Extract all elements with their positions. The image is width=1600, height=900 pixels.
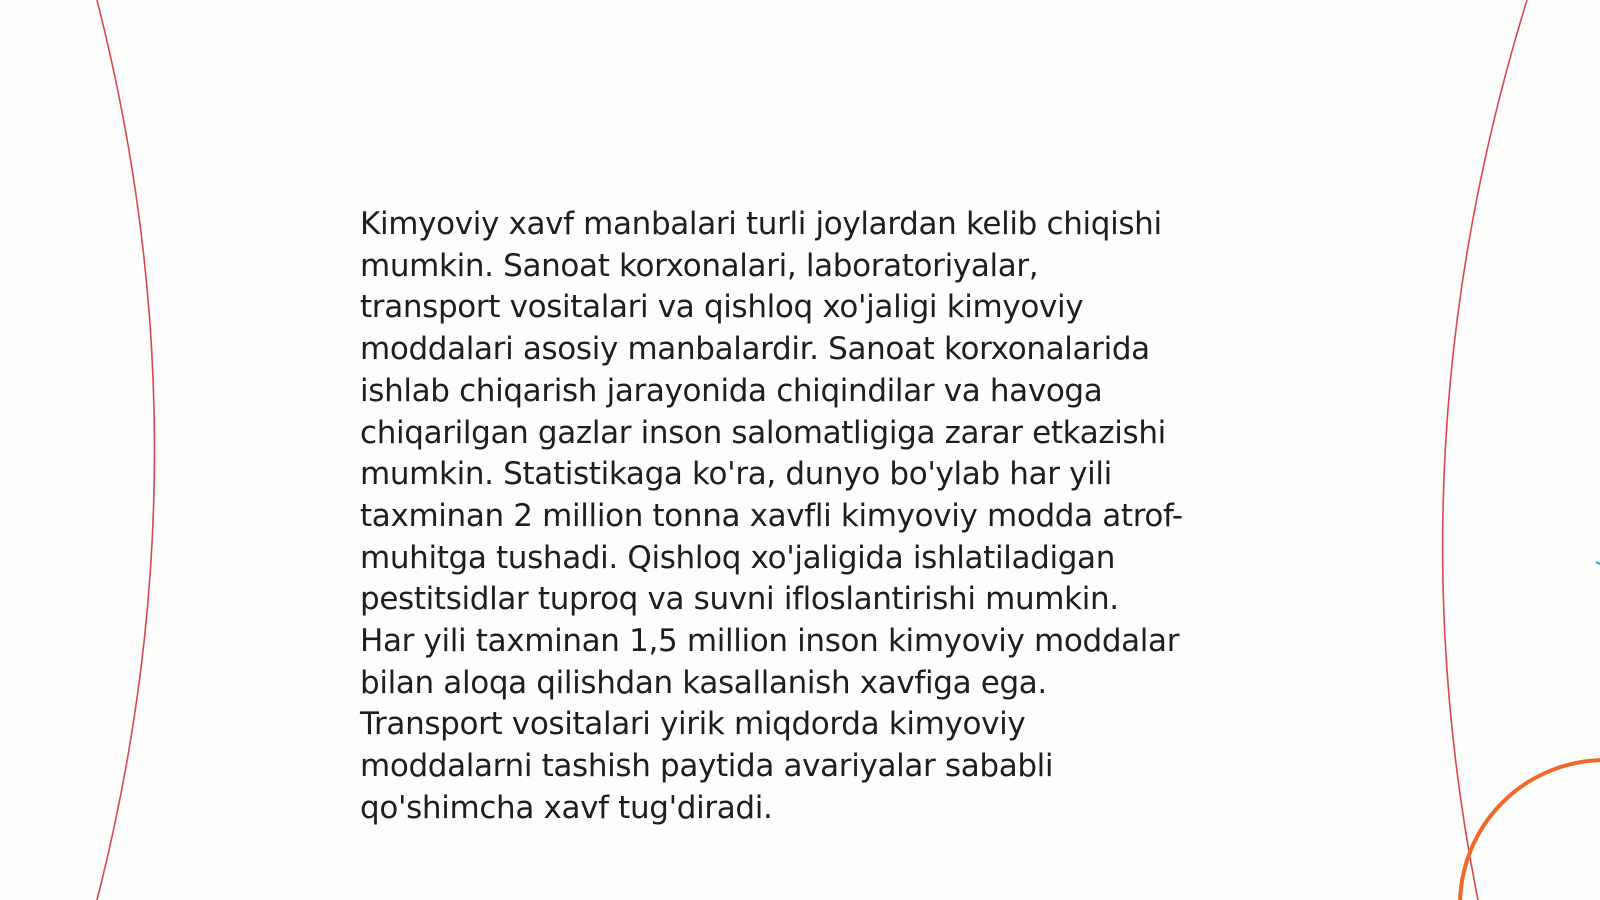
paragraph-line: moddalari asosiy manbalardir. Sanoat korxonalarida xyxy=(360,331,1150,368)
paragraph-line: bilan aloqa qilishdan kasallanish xavfiga ega. xyxy=(360,664,1047,701)
paragraph-line: transport vositalari va qishloq xo'jaligi kimyoviy xyxy=(360,289,1084,326)
paragraph-line: moddalarni tashish paytida avariyalar sababli xyxy=(360,748,1054,785)
right-arc-line xyxy=(1443,0,1527,900)
paragraph-line: muhitga tushadi. Qishloq xo'jaligida ishlatiladigan xyxy=(360,539,1116,576)
paragraph-line: Har yili taxminan 1,5 million inson kimyoviy moddalar xyxy=(360,623,1180,660)
paragraph-line: Kimyoviy xavf manbalari turli joylardan kelib chiqishi xyxy=(360,206,1162,242)
body-paragraph xyxy=(360,204,1260,830)
left-arc-line xyxy=(97,0,155,900)
paragraph-line: qo'shimcha xavf tug'diradi. xyxy=(360,789,773,826)
paragraph-line: taxminan 2 million tonna xavfli kimyoviy modda atrof- xyxy=(360,497,1183,534)
blue-tick-mark xyxy=(1596,562,1600,564)
paragraph-line: mumkin. Statistikaga ko'ra, dunyo bo'ylab har yili xyxy=(360,456,1112,493)
paragraph-line: pestitsidlar tuproq va suvni ifloslantirishi mumkin. xyxy=(360,581,1119,618)
paragraph-line: chiqarilgan gazlar inson salomatligiga zarar etkazishi xyxy=(360,414,1166,451)
paragraph-line: ishlab chiqarish jarayonida chiqindilar va havoga xyxy=(360,372,1103,409)
paragraph-line: Transport vositalari yirik miqdorda kimyoviy xyxy=(360,706,1026,743)
paragraph-line: mumkin. Sanoat korxonalari, laboratoriyalar, xyxy=(360,247,1039,284)
orange-ring xyxy=(1460,760,1600,900)
